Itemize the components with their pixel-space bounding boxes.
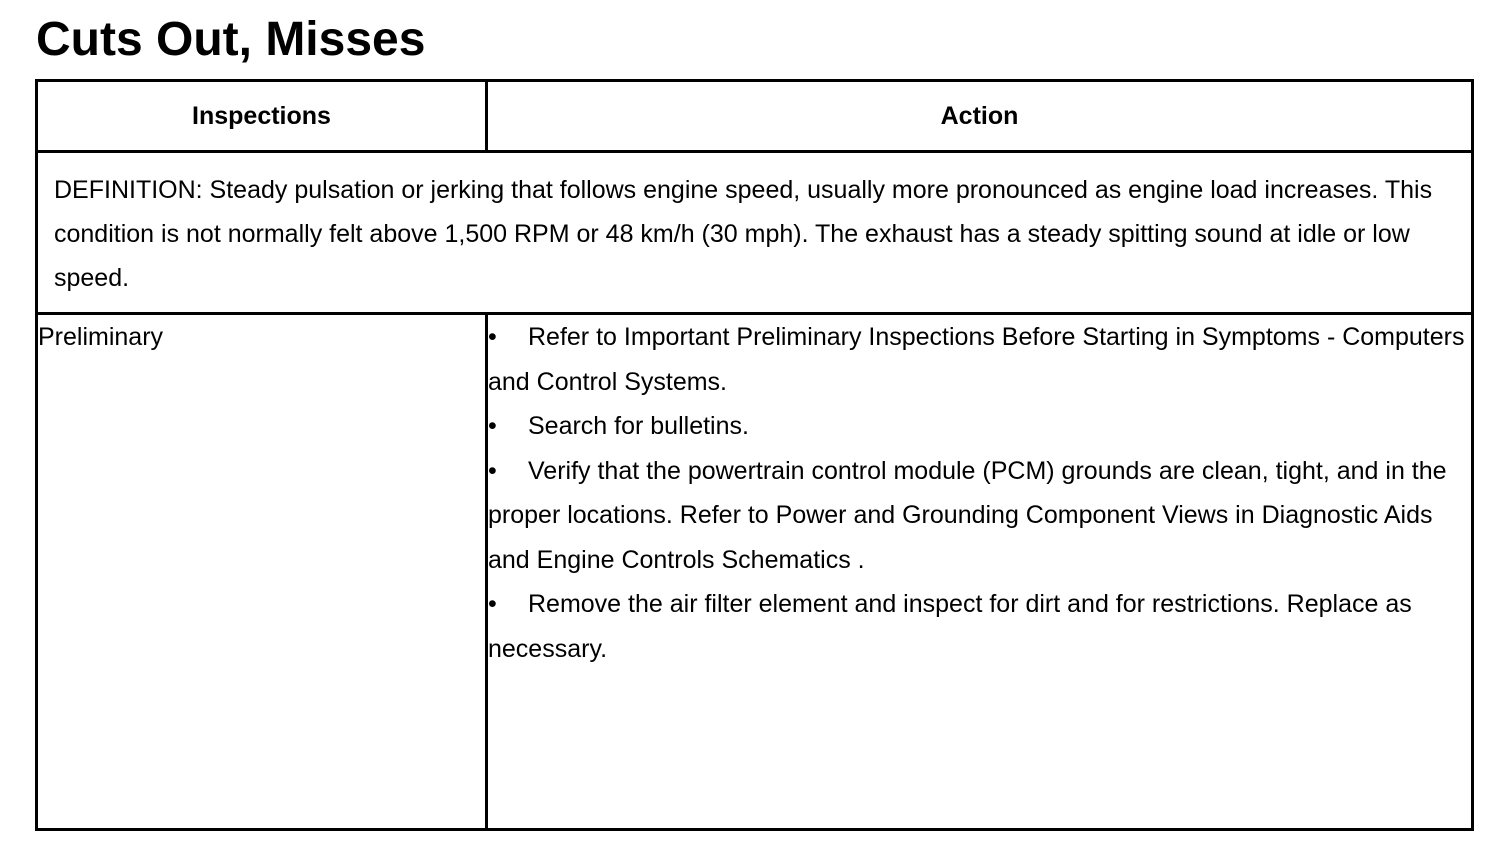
diagnostic-table: [35, 79, 1474, 831]
action-item: [488, 404, 1471, 449]
action-text: Refer to Important Preliminary Inspections Before Starting in Symptoms - Computers and Control Systems.: [488, 323, 1465, 396]
action-item: [488, 449, 1471, 583]
action-text: Verify that the powertrain control module (PCM) grounds are clean, tight, and in the proper locations. Refer to Power and Grounding Component Views in Diagnostic Aids and Engine Controls Schematics .: [488, 456, 1447, 574]
bullet-icon: •: [488, 323, 497, 351]
table-row: [37, 314, 1473, 830]
inspection-cell: Preliminary: [37, 314, 487, 830]
action-text: Remove the air filter element and inspect for dirt and for restrictions. Replace as necessary.: [488, 590, 1412, 663]
bullet-icon: •: [488, 412, 497, 440]
table-header-row: [37, 81, 1473, 152]
definition-row: [37, 152, 1473, 314]
page-title: Cuts Out, Misses: [36, 13, 426, 66]
definition-text: DEFINITION: Steady pulsation or jerking that follows engine speed, usually more pronounced as engine load increases. This condition is not normally felt above 1,500 RPM or 48 km/h (30 mph). The exhaust has a steady spitting sound at idle or low speed.: [37, 152, 1473, 314]
action-header: Action: [487, 81, 1473, 152]
inspections-header: Inspections: [37, 81, 487, 152]
action-item: [488, 582, 1471, 671]
action-text: Search for bulletins.: [528, 412, 749, 440]
action-item: [488, 315, 1471, 404]
bullet-icon: •: [488, 590, 497, 618]
bullet-icon: •: [488, 456, 497, 485]
action-cell: [487, 314, 1473, 830]
